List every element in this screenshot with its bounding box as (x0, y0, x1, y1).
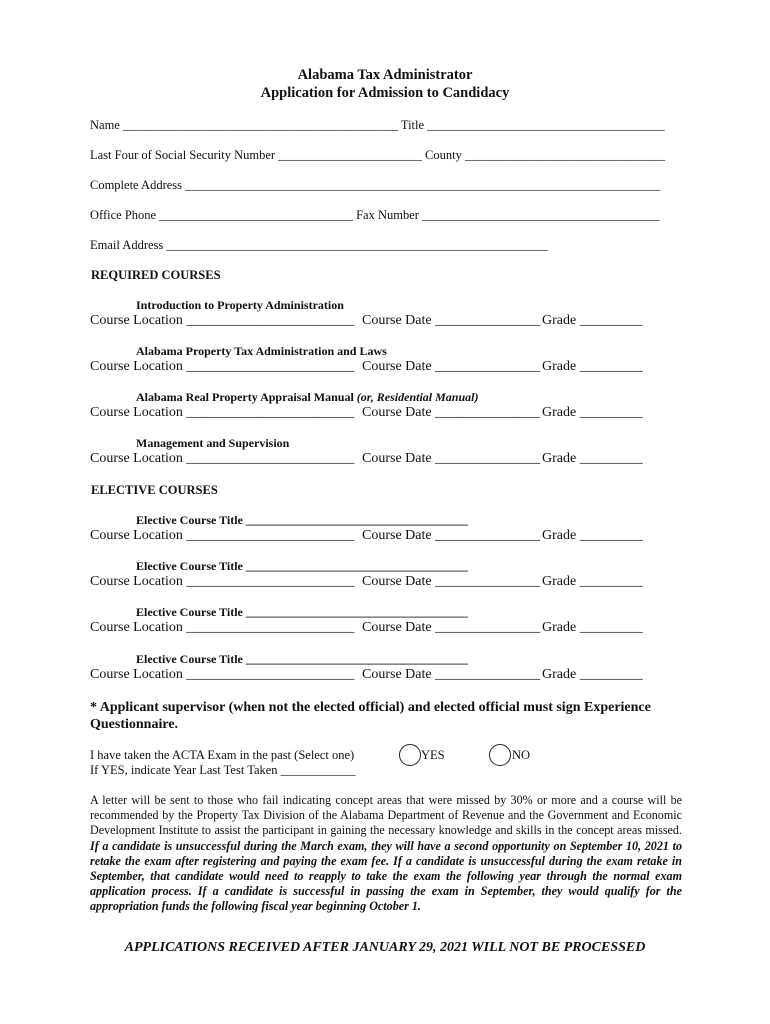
course-grade-field[interactable]: Grade _________ (542, 451, 643, 466)
deadline-notice: APPLICATIONS RECEIVED AFTER JANUARY 29, 2021 WILL NOT BE PROCESSED (124, 940, 646, 955)
course-date-field[interactable]: Course Date _______________ (362, 667, 541, 682)
course-grade-field[interactable]: Grade _________ (542, 620, 643, 635)
required-course-title (136, 436, 289, 451)
required-courses-heading: REQUIRED COURSES (91, 268, 221, 282)
course-grade-field[interactable]: Grade _________ (542, 359, 643, 374)
required-course-title (136, 390, 478, 405)
course-grade-field[interactable]: Grade _________ (542, 528, 643, 543)
course-grade-field[interactable]: Grade _________ (542, 405, 643, 420)
elective-course-title-field[interactable]: Elective Course Title _____________________________________ (136, 559, 468, 573)
course-grade-field[interactable]: Grade _________ (542, 667, 643, 682)
course-location-field[interactable]: Course Location ________________________ (90, 528, 355, 543)
no-label: NO (512, 748, 531, 762)
elective-courses-heading: ELECTIVE COURSES (91, 483, 218, 497)
course-location-field[interactable]: Course Location ________________________ (90, 451, 355, 466)
supervisor-note: * Applicant supervisor (when not the elected official) and elected official must sign Experience Questionnaire. (90, 700, 651, 732)
course-date-field[interactable]: Course Date _______________ (362, 313, 541, 328)
email-field[interactable]: Email Address _____________________________________________________________ (90, 238, 548, 252)
course-location-field[interactable]: Course Location ________________________ (90, 574, 355, 589)
policy-emphasis-text: If a candidate is unsuccessful during the March exam, they will have a second opportunity on September 10, 2021 to retake the exam after registering and paying the exam fee. If a candidate is unsuccessful during the exam retake in September, that candidate would need to reapply to take the exam the following year through the normal exam application process. If a candidate is successful in passing the exam in September, they would qualify for the appropriation funds the following fiscal year beginning October 1. (90, 838, 682, 914)
phone-fax-field[interactable]: Office Phone _______________________________ Fax Number ______________________________________ (90, 208, 660, 222)
course-location-field[interactable]: Course Location ________________________ (90, 405, 355, 420)
no-radio[interactable] (489, 744, 511, 766)
course-date-field[interactable]: Course Date _______________ (362, 359, 541, 374)
course-date-field[interactable]: Course Date _______________ (362, 405, 541, 420)
course-title-note: (or, Residential Manual) (356, 390, 479, 404)
course-title-text: Management and Supervision (136, 436, 290, 450)
address-field[interactable]: Complete Address ____________________________________________________________________________ (90, 178, 661, 192)
course-grade-field[interactable]: Grade _________ (542, 574, 643, 589)
course-date-field[interactable]: Course Date _______________ (362, 620, 541, 635)
title-line-1: Alabama Tax Administrator (297, 67, 473, 83)
elective-course-title-field[interactable]: Elective Course Title _____________________________________ (136, 513, 468, 527)
exam-policy-paragraph (90, 793, 682, 915)
required-course-title (136, 298, 344, 313)
title-line-2: Application for Admission to Candidacy (260, 85, 510, 101)
policy-text: A letter will be sent to those who fail indicating concept areas that were missed by 30% or more and a course will be recommended by the Property Tax Division of the Alabama Department of Revenue and the Government and Economic Development Institute to assist the participant in gaining the necessary knowledge and skills in the concept areas missed. (90, 793, 682, 838)
course-location-field[interactable]: Course Location ________________________ (90, 667, 355, 682)
course-title-text: Alabama Property Tax Administration and Laws (136, 344, 387, 358)
form-title (0, 66, 770, 102)
elective-course-title-field[interactable]: Elective Course Title _____________________________________ (136, 652, 468, 666)
course-date-field[interactable]: Course Date _______________ (362, 451, 541, 466)
acta-question: I have taken the ACTA Exam in the past (Select one) (90, 748, 355, 762)
course-grade-field[interactable]: Grade _________ (542, 313, 643, 328)
acta-year-field[interactable]: If YES, indicate Year Last Test Taken ____________ (90, 763, 356, 777)
ssn-county-field[interactable]: Last Four of Social Security Number _______________________ County ________________________________ (90, 148, 665, 162)
course-location-field[interactable]: Course Location ________________________ (90, 313, 355, 328)
course-title-text: Alabama Real Property Appraisal Manual (136, 390, 354, 404)
course-title-text: Introduction to Property Administration (136, 298, 344, 312)
course-location-field[interactable]: Course Location ________________________ (90, 359, 355, 374)
course-date-field[interactable]: Course Date _______________ (362, 574, 541, 589)
yes-label: YES (421, 748, 445, 762)
name-title-field[interactable]: Name ____________________________________________ Title ______________________________________ (90, 118, 665, 132)
course-date-field[interactable]: Course Date _______________ (362, 528, 541, 543)
yes-radio[interactable] (399, 744, 421, 766)
course-location-field[interactable]: Course Location ________________________ (90, 620, 355, 635)
required-course-title (136, 344, 387, 359)
elective-course-title-field[interactable]: Elective Course Title _____________________________________ (136, 605, 468, 619)
